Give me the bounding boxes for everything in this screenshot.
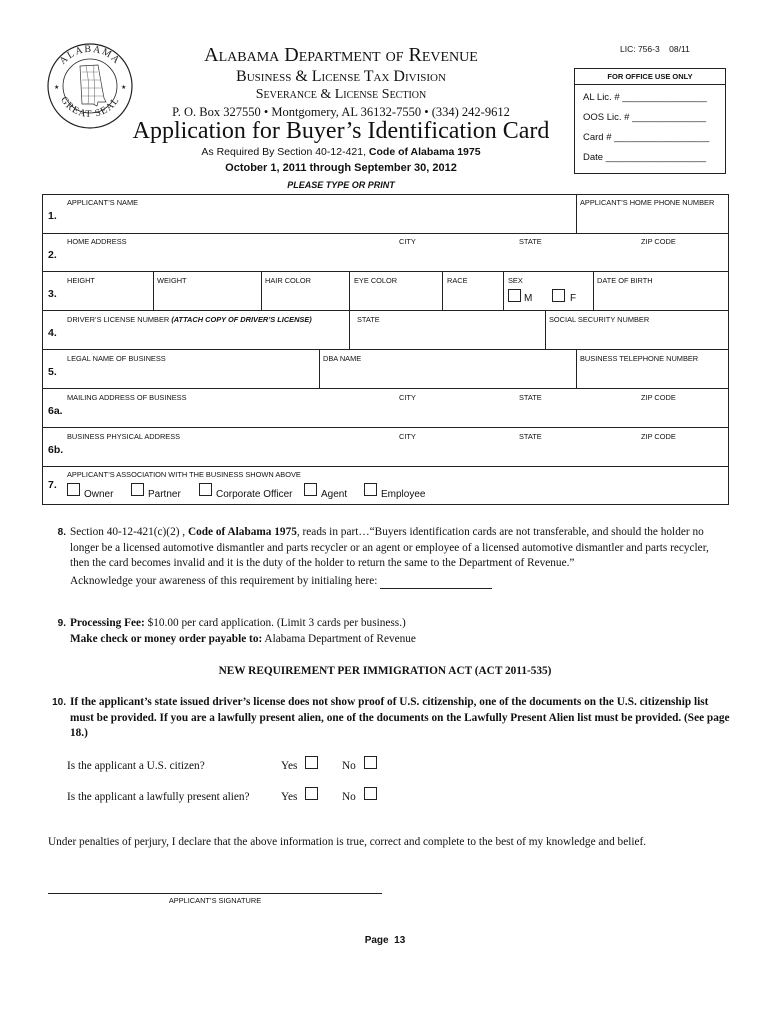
card-number-field[interactable]: Card # __________________ — [583, 132, 710, 143]
section-10-body: If the applicant’s state issued driver’s license does not show proof of U.S. citizenship, one of the documents on the U.S. citizenship list must be provided. If you are a lawfully present alien, one of the documents on the Lawfully Present Alien list must be provided. (See page 18.) — [70, 696, 730, 740]
applicant-name-label: APPLICANT’S NAME — [67, 198, 139, 207]
row-number: 6a. — [48, 405, 63, 417]
department-name: Alabama Department of Revenue — [204, 44, 478, 66]
drivers-license-label — [67, 315, 312, 324]
form-id — [620, 44, 690, 54]
citizen-yes-label: Yes — [281, 760, 298, 772]
row-applicant-name — [43, 195, 728, 233]
alien-question: Is the applicant a lawfully present alien? — [67, 791, 250, 803]
sex-female-label: F — [570, 293, 577, 304]
row-home-address — [43, 233, 728, 272]
svg-text:★: ★ — [121, 85, 127, 91]
alien-yes-label: Yes — [281, 791, 298, 803]
processing-fee-text: $10.00 per card application. (Limit 3 cards per business.) — [144, 617, 406, 629]
date-of-birth-label: DATE OF BIRTH — [597, 276, 653, 285]
section-10 — [40, 695, 730, 742]
row-number: 2. — [48, 249, 57, 261]
required-by — [140, 146, 542, 158]
seal-bottom-text: GREAT SEAL — [58, 94, 122, 121]
height-label: HEIGHT — [67, 276, 95, 285]
signature-line[interactable] — [48, 893, 382, 894]
legal-business-name-label: LEGAL NAME OF BUSINESS — [67, 354, 166, 363]
drivers-license-text: DRIVER’S LICENSE NUMBER — [67, 315, 172, 324]
partner-checkbox[interactable] — [131, 483, 144, 496]
row-mailing-address — [43, 388, 728, 428]
citizen-yes-checkbox[interactable] — [305, 756, 318, 769]
acknowledge-line — [40, 574, 730, 590]
hair-color-label: HAIR COLOR — [265, 276, 311, 285]
svg-text:GREAT SEAL — [58, 95, 122, 120]
association-label: APPLICANT’S ASSOCIATION WITH THE BUSINESS SHOWN ABOVE — [67, 470, 301, 479]
section-name: Severance & License Section — [255, 87, 427, 102]
citizen-no-label: No — [342, 760, 356, 772]
office-date-field[interactable]: Date ___________________ — [583, 152, 707, 163]
city-label: CITY — [399, 393, 416, 402]
row-number: 4. — [48, 327, 57, 339]
weight-label: WEIGHT — [157, 276, 187, 285]
divider — [153, 272, 154, 311]
divider — [576, 195, 577, 233]
section-8-text — [40, 525, 730, 572]
alien-no-checkbox[interactable] — [364, 787, 377, 800]
processing-fee-label: Processing Fee: — [70, 617, 145, 629]
sex-male-checkbox[interactable] — [508, 289, 521, 302]
license-period: October 1, 2011 through September 30, 2012 — [225, 162, 457, 174]
section-8-code: Code of Alabama 1975 — [187, 526, 297, 538]
section-8-pre: Section 40-12-421(c)(2) , — [70, 526, 188, 538]
alien-yes-checkbox[interactable] — [305, 787, 318, 800]
divider — [593, 272, 594, 311]
drivers-license-note: (ATTACH COPY OF DRIVER’S LICENSE) — [171, 315, 312, 324]
svg-text:ALABAMA — [58, 44, 123, 67]
office-use-box — [574, 68, 726, 174]
section-10-text — [40, 695, 730, 742]
agent-checkbox[interactable] — [304, 483, 317, 496]
zip-label: ZIP CODE — [641, 237, 676, 246]
owner-checkbox[interactable] — [67, 483, 80, 496]
initials-field[interactable] — [380, 577, 492, 589]
row-physical-description — [43, 271, 728, 311]
form-title: Application for Buyer’s Identification Card — [132, 118, 550, 144]
home-phone-input[interactable] — [580, 207, 724, 231]
state-label: STATE — [519, 393, 542, 402]
sex-label: SEX — [508, 276, 523, 285]
divider — [545, 311, 546, 350]
form-number: LIC: 756-3 — [620, 44, 660, 54]
row-number: 1. — [48, 210, 57, 222]
business-phone-label: BUSINESS TELEPHONE NUMBER — [580, 354, 699, 363]
sex-female-checkbox[interactable] — [552, 289, 565, 302]
applicant-name-input[interactable] — [67, 207, 572, 231]
department-address: P. O. Box 327550 • Montgomery, AL 36132-7550 • (334) 242-9612 — [172, 105, 510, 119]
citizen-no-checkbox[interactable] — [364, 756, 377, 769]
immigration-heading: NEW REQUIREMENT PER IMMIGRATION ACT (ACT 2011-535) — [218, 665, 552, 677]
divider — [503, 272, 504, 311]
payable-label: Make check or money order payable to: — [70, 632, 263, 645]
employee-checkbox[interactable] — [364, 483, 377, 496]
corporate-officer-label: Corporate Officer — [216, 489, 293, 500]
division-name: Business & License Tax Division — [236, 68, 446, 85]
agent-label: Agent — [321, 489, 348, 500]
state-label: STATE — [519, 237, 542, 246]
application-grid — [42, 194, 729, 505]
employee-label: Employee — [381, 489, 426, 500]
payable-text: Alabama Department of Revenue — [262, 632, 416, 645]
divider — [261, 272, 262, 311]
sex-male-label: M — [524, 293, 533, 304]
office-use-title: FOR OFFICE USE ONLY — [575, 69, 725, 85]
section-8-quote: , reads in part…“Buyers identification cards are not transferable, and should the holder no longer be a licensed automotive dismantler and parts recycler or an agent or employee of a licensed automotive dismantler and parts recycler, then the card becomes invalid and it is the duty of the holder to return the same to the Department of Revenue.” — [70, 526, 709, 570]
race-label: RACE — [447, 276, 468, 285]
section-number: 9. — [57, 618, 66, 629]
citizen-question: Is the applicant a U.S. citizen? — [67, 760, 205, 772]
required-by-text: As Required By Section 40-12-421, — [201, 146, 369, 158]
row-number: 5. — [48, 366, 57, 378]
row-business-name — [43, 349, 728, 389]
page-number: Page 13 — [364, 935, 406, 946]
section-number: 8. — [57, 527, 66, 538]
oos-license-field[interactable]: OOS Lic. # ______________ — [583, 112, 707, 123]
city-label: CITY — [399, 237, 416, 246]
seal-top-text: ALABAMA — [57, 43, 123, 67]
al-license-field[interactable]: AL Lic. # ________________ — [583, 92, 707, 103]
divider — [576, 350, 577, 389]
section-number: 10. — [52, 697, 66, 708]
processing-fee-line — [40, 616, 730, 632]
city-label: CITY — [399, 432, 416, 441]
acknowledge-text: Acknowledge your awareness of this requirement by initialing here: — [70, 574, 381, 587]
divider — [349, 311, 350, 350]
row-number: 6b. — [48, 444, 64, 456]
type-or-print-note: PLEASE TYPE OR PRINT — [287, 180, 395, 190]
divider — [442, 272, 443, 311]
svg-text:★: ★ — [54, 85, 60, 91]
owner-label: Owner — [84, 489, 114, 500]
partner-label: Partner — [148, 489, 181, 500]
section-8 — [40, 525, 730, 589]
corporate-officer-checkbox[interactable] — [199, 483, 212, 496]
zip-label: ZIP CODE — [641, 432, 676, 441]
perjury-statement: Under penalties of perjury, I declare that the above information is true, correct and complete to the best of my knowledge and belief. — [48, 836, 647, 848]
form-date: 08/11 — [669, 44, 690, 54]
signature-label: APPLICANT’S SIGNATURE — [168, 896, 262, 905]
dba-name-label: DBA NAME — [323, 354, 362, 363]
divider — [319, 350, 320, 389]
payable-line — [40, 632, 730, 648]
zip-label: ZIP CODE — [641, 393, 676, 402]
row-number: 7. — [48, 479, 57, 491]
mailing-address-label: MAILING ADDRESS OF BUSINESS — [67, 393, 187, 402]
row-association — [43, 466, 728, 505]
dl-state-label: STATE — [357, 315, 380, 324]
code-reference: Code of Alabama 1975 — [368, 146, 481, 158]
divider — [349, 272, 350, 311]
home-address-input[interactable] — [67, 246, 722, 270]
home-address-label: HOME ADDRESS — [67, 237, 127, 246]
alabama-seal-icon — [46, 42, 134, 130]
alien-no-label: No — [342, 791, 356, 803]
section-9 — [40, 616, 730, 647]
row-physical-address — [43, 427, 728, 467]
row-drivers-license — [43, 310, 728, 350]
row-number: 3. — [48, 288, 57, 300]
home-phone-label: APPLICANT’S HOME PHONE NUMBER — [580, 198, 715, 207]
eye-color-label: EYE COLOR — [354, 276, 398, 285]
ssn-label: SOCIAL SECURITY NUMBER — [549, 315, 650, 324]
physical-address-label: BUSINESS PHYSICAL ADDRESS — [67, 432, 181, 441]
state-label: STATE — [519, 432, 542, 441]
